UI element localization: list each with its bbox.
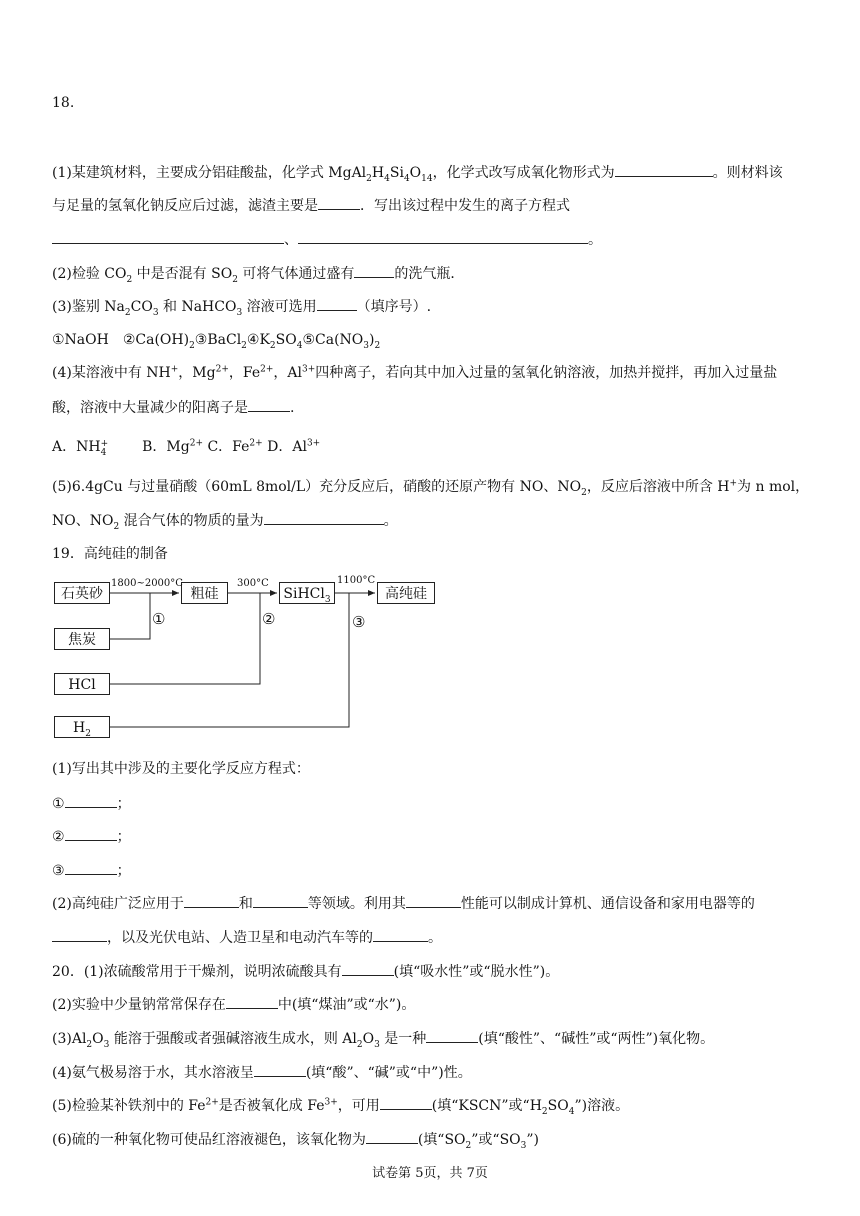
text: 能溶于强酸或者强碱溶液生成水，则 Al [109, 1031, 357, 1047]
q20-part1 [52, 962, 559, 981]
text: SO [275, 332, 297, 348]
text: (2)检验 CO [52, 266, 127, 282]
text: 为 n mol， [737, 479, 810, 495]
answer-blank[interactable] [318, 196, 360, 210]
text: ② [52, 829, 65, 845]
q18-part3-options: ①NaOH $②Ca(OH)_2③BaCl_2④K_2SO_4⑤Ca(NO_3)_2$ [52, 332, 381, 351]
step-label-3: ③ [352, 613, 366, 631]
text: O [362, 1031, 375, 1047]
q18-part3: (3)鉴别 $Na_2CO_3$ 和 NaHCO$_3$ 溶液可选用 （填序号）. [52, 299, 432, 318]
text: ) [369, 332, 375, 348]
q18-part5-line2: NO、$NO_2$ 混合气体的物质的量为 。 [52, 513, 398, 532]
text: ”) [526, 1132, 540, 1148]
text: ”)溶液。 [574, 1098, 630, 1114]
answer-blank[interactable] [65, 827, 117, 841]
text: NO、NO [52, 513, 114, 529]
text: ，反应后溶液中所含 H [586, 479, 730, 495]
question-19-title: 19．高纯硅的制备 [52, 546, 168, 562]
text: (填“酸性”、“碱性”或“两性”)氧化物。 [478, 1031, 715, 1047]
box-quartz: 石英砂 [54, 582, 110, 604]
text: 酸，溶液中大量减少的阳离子是 [52, 400, 248, 416]
q18-part2: (2)检验 $CO_2$ 中是否混有 $SO_2$ 可将气体通过盛有 的洗气瓶． [52, 266, 465, 285]
q20-part4 [52, 1063, 472, 1082]
text: 。 [588, 232, 602, 248]
text: (3)Al [52, 1031, 87, 1047]
text: (填“KSCN”或“H [431, 1098, 542, 1114]
text: 和 NaHCO [158, 299, 237, 315]
text: 2 [85, 728, 91, 739]
text: 溶液可选用 [242, 299, 317, 315]
text: 是一种 [379, 1031, 427, 1047]
step-label-2: ② [262, 610, 276, 628]
answer-blank[interactable] [264, 511, 384, 525]
text: 中是否混有 SO [132, 266, 233, 282]
answer-blank[interactable] [65, 794, 117, 808]
text: ，Al [273, 365, 302, 381]
q19-equation-1 [52, 794, 131, 813]
answer-blank[interactable] [317, 297, 357, 311]
text: ③BaCl [194, 332, 242, 348]
option-c[interactable]: C．$Fe^{2+}$ [207, 438, 263, 455]
option-a[interactable]: A．NH + 4 [52, 439, 109, 458]
condition-3: 1100°C [337, 575, 376, 586]
text: 。则材料该 [712, 165, 783, 181]
answer-blank[interactable] [253, 894, 308, 908]
text: (填“吸水性”或“脱水性”)。 [393, 964, 560, 980]
text: ； [116, 796, 131, 812]
q19-equation-2 [52, 827, 131, 846]
text: 和 [238, 896, 253, 912]
answer-blank[interactable] [226, 995, 278, 1009]
q20-part2 [52, 995, 415, 1014]
text: 3 [324, 594, 331, 605]
text: 与足量的氢氧化钠反应后过滤，滤渣主要是 [52, 198, 318, 214]
text: ，Mg [178, 365, 216, 381]
answer-blank[interactable] [52, 928, 107, 942]
text: ①NaOH ②Ca(OH) [52, 332, 190, 348]
text: (填“酸”、“碱”或“中”)性。 [305, 1065, 472, 1081]
text: 、 [284, 232, 298, 248]
q19-part1-prompt: (1)写出其中涉及的主要化学反应方程式： [52, 761, 310, 777]
text: O [409, 165, 422, 181]
q18-part4-line2 [52, 398, 294, 417]
text: 中(填“煤油”或“水”)。 [277, 997, 416, 1013]
box-crude-silicon: 粗硅 [181, 582, 228, 604]
text: CO [130, 299, 153, 315]
text: SO [547, 1098, 569, 1114]
condition-2: 300°C [237, 578, 269, 589]
text: （填序号）. [356, 299, 432, 315]
text: (4)某溶液中有 NH [52, 365, 171, 381]
q18-part4-line1: (4)某溶液中有 NH+，$Mg^{2+}$，$Fe^{2+}$，$Al^{3+}$四种离子，若向其中加入过量的氢氧化钠溶液，加热并搅拌，再加入过量盐 [52, 364, 778, 381]
text: ，化学式改写成氧化物形式为 [432, 165, 615, 181]
q19-equation-3 [52, 861, 131, 880]
box-sihcl3 [279, 582, 335, 604]
answer-blank[interactable] [366, 1130, 418, 1144]
q18-part1-line1: (1)某建筑材料，主要成分铝硅酸盐，化学式 $MgAl_2H_4Si_4O_{14}$，化学式改写成氧化物形式为 。则材料该 [52, 165, 783, 184]
text: (2)高纯硅广泛应用于 [52, 896, 184, 912]
q18-part5-line1: (5)6.4gCu 与过量硝酸（60mL 8mol/L）充分反应后，硝酸的还原产物有 NO、$NO_2$，反应后溶液中所含 H+为 n mol， [52, 478, 810, 498]
box-h2 [54, 716, 110, 738]
q20-part3: $(3)Al_2O_3$ 能溶于强酸或者强碱溶液生成水，则 $Al_2O_3$ 是一种 (填“酸性”、“碱性”或“两性”)氧化物。 [52, 1031, 715, 1050]
answer-blank[interactable] [342, 962, 394, 976]
text: (5)检验某补铁剂中的 Fe [52, 1098, 206, 1114]
q18-part1-line3 [52, 230, 602, 249]
option-d[interactable]: D．$Al^{3+}$ [267, 438, 321, 455]
text: 是否被氧化成 Fe [218, 1098, 325, 1114]
text: 的洗气瓶． [394, 266, 465, 282]
answer-blank[interactable] [298, 230, 588, 244]
box-pure-silicon: 高纯硅 [377, 582, 435, 604]
text: 20．(1)浓硫酸常用于干燥剂，说明浓硫酸具有 [52, 964, 342, 980]
text: (3)鉴别 Na [52, 299, 125, 315]
condition-1: 1800~2000°C [111, 578, 183, 589]
text: ，以及光伏电站、人造卫星和电动汽车等的 [107, 930, 373, 946]
answer-blank[interactable] [254, 1063, 306, 1077]
text: ．写出该过程中发生的离子方程式 [360, 198, 570, 214]
answer-blank[interactable] [426, 1029, 478, 1043]
text: 。 [428, 930, 442, 946]
answer-blank[interactable] [380, 1096, 432, 1110]
q20-part5: (5)检验某补铁剂中的 $Fe^{2+}$是否被氧化成 $Fe^{3+}$，可用 (填“KSCN”或“$H_2SO_4$”)溶液。 [52, 1097, 630, 1117]
text: H [73, 720, 86, 736]
answer-blank[interactable] [406, 894, 461, 908]
answer-blank[interactable] [248, 398, 290, 412]
option-b[interactable]: B．$Mg^{2+}$ [142, 438, 203, 455]
text: (5)6.4gCu 与过量硝酸（60mL 8mol/L）充分反应后，硝酸的还原产物有 NO、NO [52, 479, 582, 495]
q20-part6: (6)硫的一种氧化物可使品红溶液褪色，该氧化物为 (填“$SO_2$”或“$SO_3$”) [52, 1132, 540, 1151]
answer-blank[interactable] [184, 894, 239, 908]
text: (填“SO [417, 1132, 466, 1148]
q19-part2-line2 [52, 928, 442, 947]
text: ⑤Ca(NO [302, 332, 364, 348]
text: 性能可以制成计算机、通信设备和家用电器等的 [460, 896, 755, 912]
text: (4)氨气极易溶于水，其水溶液呈 [52, 1065, 254, 1081]
text: ① [52, 796, 65, 812]
text: ④K [246, 332, 270, 348]
box-coke: 焦炭 [54, 628, 110, 650]
text: H [371, 165, 385, 181]
text: ； [116, 863, 131, 879]
flow-diagram [52, 570, 452, 750]
text: O [92, 1031, 104, 1047]
text: 等领域。利用其 [307, 896, 406, 912]
text: ，Fe [228, 365, 261, 381]
q19-part2-line1 [52, 894, 755, 913]
text: . [290, 400, 295, 416]
page-footer: 试卷第 5页，共 7页 [372, 1166, 488, 1181]
text: Si [389, 165, 404, 181]
answer-blank[interactable] [52, 230, 284, 244]
answer-blank[interactable] [615, 163, 713, 177]
text: 可将气体通过盛有 [237, 266, 355, 282]
text: (1)某建筑材料，主要成分铝硅酸盐，化学式 MgAl [52, 165, 367, 181]
answer-blank[interactable] [373, 928, 428, 942]
answer-blank[interactable] [65, 861, 117, 875]
text: ，可用 [337, 1098, 380, 1114]
step-label-1: ① [152, 610, 166, 628]
text: 四种离子，若向其中加入过量的氢氧化钠溶液，加热并搅拌，再加入过量盐 [315, 365, 778, 381]
box-hcl: HCl [54, 673, 110, 695]
text: ”或“SO [471, 1132, 521, 1148]
q18-part1-line2 [52, 196, 570, 215]
text: 。 [383, 513, 398, 529]
text: ； [116, 829, 131, 845]
answer-blank[interactable] [354, 264, 394, 278]
question-18-number: 18. [52, 95, 75, 111]
text: ③ [52, 863, 65, 879]
text: (6)硫的一种氧化物可使品红溶液褪色，该氧化物为 [52, 1132, 366, 1148]
text: (2)实验中少量钠常常保存在 [52, 997, 226, 1013]
text: 混合气体的物质的量为 [119, 513, 264, 529]
q18-part4-options [52, 438, 320, 458]
text: SiHCl [283, 586, 325, 602]
